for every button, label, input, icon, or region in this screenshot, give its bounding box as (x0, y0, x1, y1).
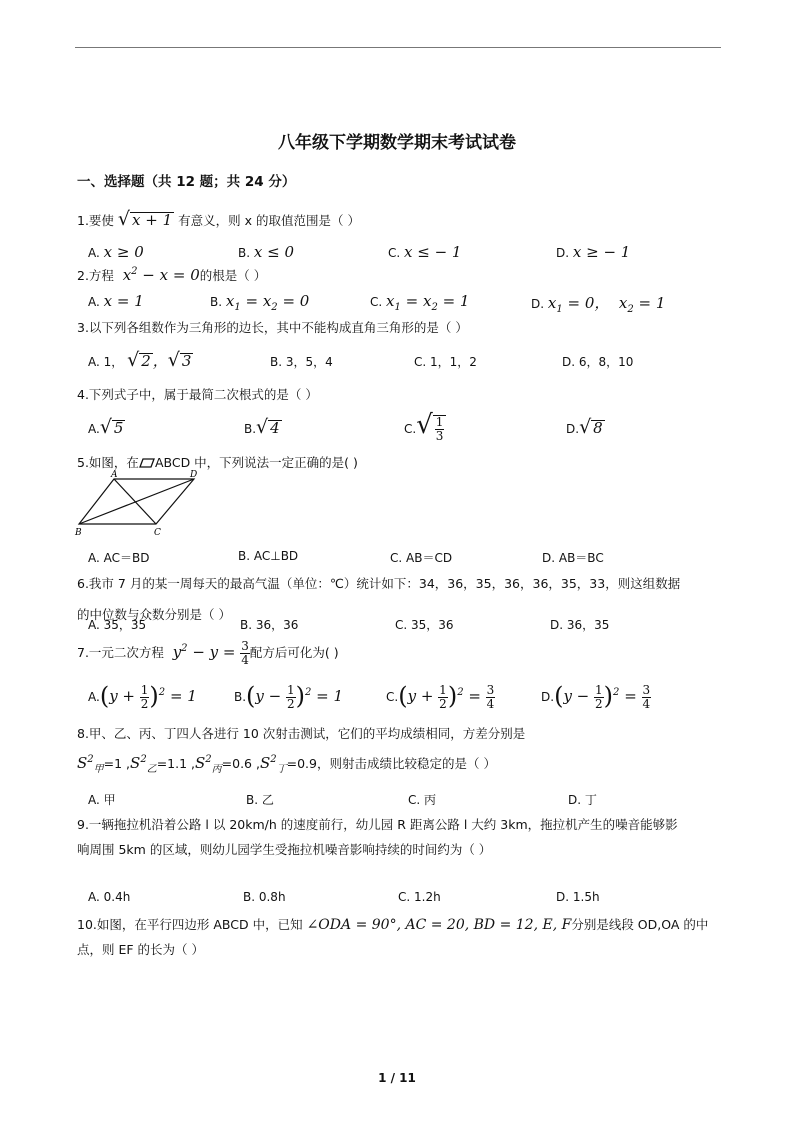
q5-option-c[interactable]: C. AB＝CD (390, 551, 453, 565)
q8-option-c[interactable]: C. 丙 (408, 793, 437, 807)
q7-option-b[interactable]: B.(y − $\frac{1}{2}$ )$^2$ = 1 (234, 682, 344, 711)
question-3: 3.以下列各组数作为三角形的边长，其中不能构成直角三角形的是（ ） (77, 320, 468, 335)
q3-option-c[interactable]: C. 1，1，2 (414, 355, 477, 369)
q5-option-d[interactable]: D. AB＝BC (542, 551, 604, 565)
q1-option-b[interactable]: B. x ≤ 0 (238, 243, 294, 261)
q1-stem-end: 有意义，则 x 的取值范围是（ ） (178, 213, 360, 228)
q4-option-c[interactable]: C.√ $\frac{1}{3}$ (404, 410, 446, 442)
label-d: D (190, 470, 198, 480)
question-8-line-1: 8.甲、乙、丙、丁四人各进行 10 次射击测试，它们的平均成绩相同，方差分别是 (77, 726, 526, 741)
q2-option-c[interactable]: C. $x_1 = x_2 = 1$ (370, 292, 470, 313)
question-6-line-2: 的中位数与众数分别是（ ） (77, 607, 231, 622)
q3-option-b[interactable]: B. 3，5，4 (270, 355, 333, 369)
label-b: B (75, 528, 82, 538)
q2-option-d[interactable]: D. $x_1 = 0$， $x_2 = 1$ (531, 294, 666, 315)
q4-option-b[interactable]: B.√ 4 (244, 416, 280, 438)
parallelogram-icon (139, 458, 155, 468)
q5-option-a[interactable]: A. AC＝BD (88, 551, 150, 565)
q2-option-b[interactable]: B. $x_1 = x_2 = 0$ (210, 292, 310, 313)
q9-option-b[interactable]: B. 0.8h (243, 890, 286, 904)
q1-option-d[interactable]: D. x ≥ − 1 (556, 243, 631, 261)
q6-option-c[interactable]: C. 35，36 (395, 618, 454, 632)
section-heading: 一、选择题（共 12 题；共 24 分） (77, 174, 296, 190)
q6-option-a[interactable]: A. 35，35 (88, 618, 147, 632)
q7-option-c[interactable]: C.(y + $\frac{1}{2}$ )$^2$ = $\frac{3}{4}$ (386, 682, 495, 711)
question-9-line-1: 9.一辆拖拉机沿着公路 l 以 20km/h 的速度前行，幼儿园 R 距离公路 l 大约 3km，拖拉机产生的噪音能够影 (77, 817, 678, 832)
q4-option-a[interactable]: A.√ 5 (88, 416, 124, 438)
q6-option-b[interactable]: B. 36，36 (240, 618, 299, 632)
q2-option-a[interactable]: A. x = 1 (88, 292, 144, 310)
question-10-line-1: 10.如图，在平行四边形 ABCD 中，已知 ∠ODA = 90°, AC = 20, BD = 12, E, F分别是线段 OD,OA 的中 (77, 917, 709, 933)
question-7: 7.一元二次方程 $y^2 - y$ = $\frac{3}{4}$ 配方后可化为( ) (77, 639, 339, 667)
label-c: C (154, 528, 161, 538)
q8-option-a[interactable]: A. 甲 (88, 793, 116, 807)
q9-option-a[interactable]: A. 0.4h (88, 890, 131, 904)
q1-option-a[interactable]: A. x ≥ 0 (88, 243, 144, 261)
q1-option-c[interactable]: C. x ≤ − 1 (388, 243, 462, 261)
question-4: 4.下列式子中，属于最简二次根式的是（ ） (77, 387, 318, 402)
question-8-line-2: $S^2_甲=1$ $,S^2_乙=1.1$ $,S^2_丙=0.6$ $,S^2_丁=0.9$，则射击成绩比较稳定的是（ ） (77, 754, 496, 775)
question-1 (77, 208, 360, 230)
label-a: A (111, 470, 118, 480)
question-2: 2.方程 $x^2 - x = 0$的根是（ ） (77, 266, 267, 284)
question-9-line-2: 响周围 5km 的区域，则幼儿园学生受拖拉机噪音影响持续的时间约为（ ） (77, 842, 492, 857)
q8-option-d[interactable]: D. 丁 (568, 793, 597, 807)
q6-option-d[interactable]: D. 36，35 (550, 618, 610, 632)
q3-option-a[interactable]: A. 1， √ 2 ，√ 3 (88, 349, 192, 371)
q7-option-a[interactable]: A.(y + $\frac{1}{2}$ )$^2$ = 1 (88, 682, 197, 711)
page-number: 1 / 11 (378, 1071, 416, 1085)
header-rule (75, 47, 721, 48)
page-title: 八年级下学期数学期末考试试卷 (278, 133, 516, 153)
q1-stem-start: 1.要使 (77, 213, 114, 228)
q7-option-d[interactable]: D.(y − $\frac{1}{2}$ )$^2$ = $\frac{3}{4}$ (541, 682, 651, 711)
q3-option-d[interactable]: D. 6，8，10 (562, 355, 634, 369)
q1-radical: √ x + 1 (117, 208, 173, 230)
question-6-line-1: 6.我市 7 月的某一周每天的最高气温（单位：℃）统计如下：34，36，35，36，36，35，33，则这组数据 (77, 576, 681, 591)
q9-option-c[interactable]: C. 1.2h (398, 890, 441, 904)
question-10-line-2: 点，则 EF 的长为（ ） (77, 942, 205, 957)
q5-option-b[interactable]: B. AC⊥BD (238, 549, 299, 563)
q9-option-d[interactable]: D. 1.5h (556, 890, 600, 904)
q4-option-d[interactable]: D.√ 8 (566, 416, 603, 438)
question-5: 5.如图，在 ABCD 中，下列说法一定正确的是( ) (77, 455, 358, 470)
q8-option-b[interactable]: B. 乙 (246, 793, 274, 807)
parallelogram-figure (74, 470, 204, 540)
